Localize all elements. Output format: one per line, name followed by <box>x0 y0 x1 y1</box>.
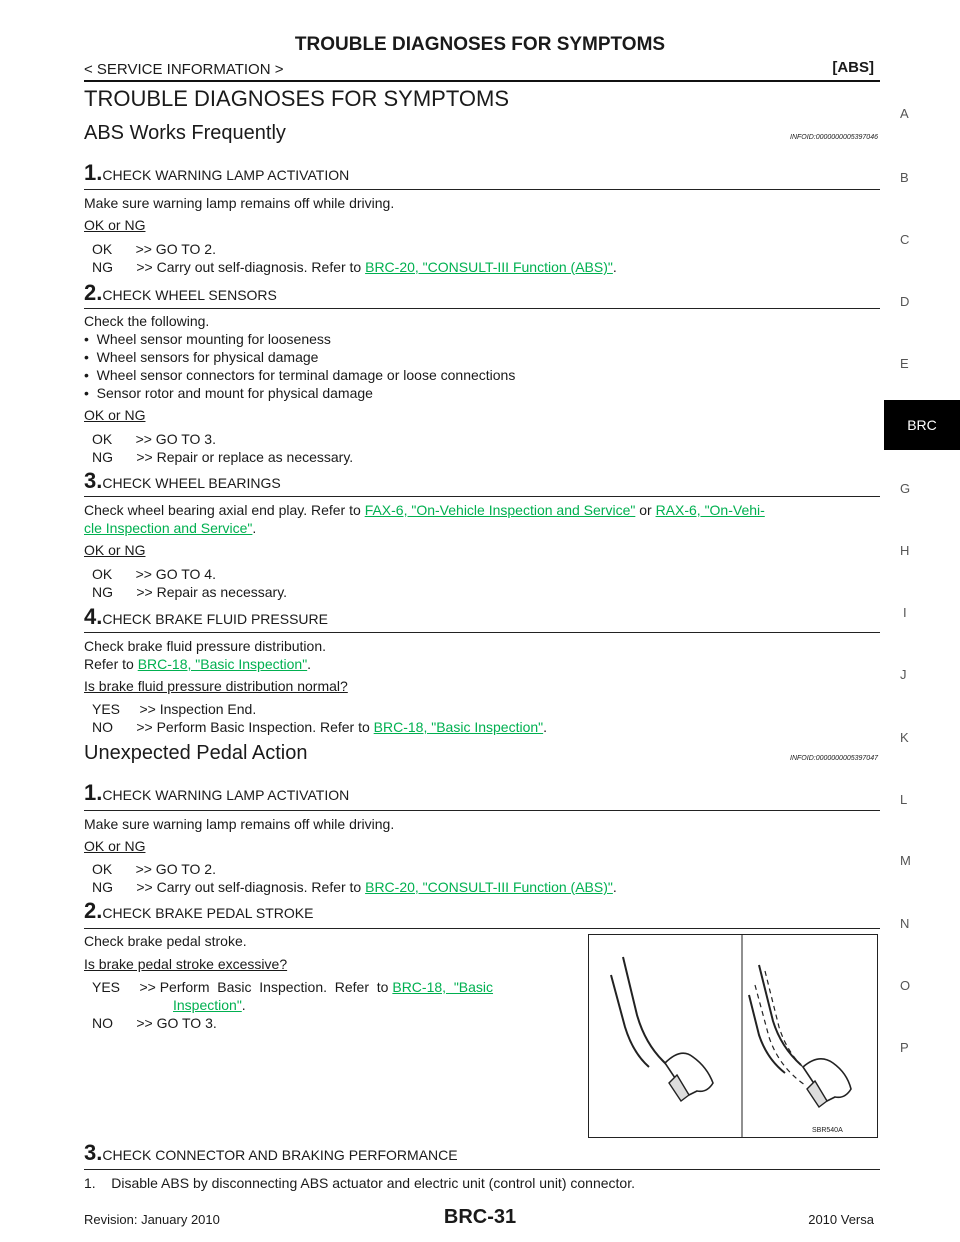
step-text: Check the following. <box>84 313 210 329</box>
step-text: Refer to BRC-18, "Basic Inspection". <box>84 656 312 672</box>
pedal-stroke-figure <box>588 934 878 1138</box>
index-letter[interactable]: A <box>900 106 909 121</box>
step-heading: 3.CHECK WHEEL BEARINGS <box>84 468 281 493</box>
reference-link[interactable]: BRC-18, "Basic Inspection" <box>137 656 308 672</box>
section-label: < SERVICE INFORMATION > <box>84 61 284 78</box>
index-letter[interactable]: L <box>900 792 908 807</box>
step-heading: 3.CHECK CONNECTOR AND BRAKING PERFORMANCE <box>84 1140 458 1165</box>
index-letter[interactable]: G <box>900 481 911 496</box>
header-rule <box>84 80 880 82</box>
index-letter[interactable]: D <box>900 294 910 309</box>
index-letter[interactable]: K <box>900 730 909 745</box>
figure-code: SBR540A <box>812 1127 843 1134</box>
index-letter[interactable]: J <box>900 667 907 682</box>
step-question: Is brake pedal stroke excessive? <box>84 956 288 972</box>
step-heading: 1.CHECK WARNING LAMP ACTIVATION <box>84 160 350 185</box>
index-tab-brc[interactable]: BRC <box>884 400 960 450</box>
document-title: TROUBLE DIAGNOSES FOR SYMPTOMS <box>294 34 666 55</box>
ok-result: OK >> GO TO 4. <box>92 566 216 582</box>
step-question: OK or NG <box>84 407 146 423</box>
step-heading: 2.CHECK BRAKE PEDAL STROKE <box>84 898 314 923</box>
reference-link[interactable]: BRC-20, "CONSULT-III Function (ABS)" <box>365 879 613 895</box>
subsection-title: Unexpected Pedal Action <box>84 742 308 764</box>
index-letter[interactable]: N <box>900 916 910 931</box>
step-heading: 4.CHECK BRAKE FLUID PRESSURE <box>84 604 328 629</box>
ng-result: NG >> Carry out self-diagnosis. Refer to BRC-20, "CONSULT-III Function (ABS)". <box>92 259 617 275</box>
reference-link[interactable]: RAX-6, "On-Vehi- <box>655 502 765 518</box>
reference-link[interactable]: BRC-18, "Basic <box>392 979 494 995</box>
info-id: INFOID:0000000005397047 <box>790 755 878 762</box>
step-text: Make sure warning lamp remains off while driving. <box>84 195 395 211</box>
reference-link[interactable]: BRC-20, "CONSULT-III Function (ABS)" <box>365 259 613 275</box>
reference-link[interactable]: FAX-6, "On-Vehicle Inspection and Service" <box>364 502 636 518</box>
index-letter[interactable]: H <box>900 543 910 558</box>
step-rule <box>84 189 880 190</box>
step-rule <box>84 928 880 929</box>
step-question: OK or NG <box>84 217 146 233</box>
bullet-item: • Wheel sensor mounting for looseness <box>84 331 331 347</box>
no-result: NO >> GO TO 3. <box>92 1015 217 1031</box>
ng-result: NG >> Repair as necessary. <box>92 584 288 600</box>
index-letter[interactable]: O <box>900 978 911 993</box>
yes-result-cont: Inspection". <box>173 997 246 1013</box>
abs-tag: [ABS] <box>832 59 874 76</box>
index-letter[interactable]: M <box>900 853 911 868</box>
index-letter[interactable]: E <box>900 356 909 371</box>
footer-revision: Revision: January 2010 <box>84 1212 220 1227</box>
yes-result: YES >> Inspection End. <box>92 701 257 717</box>
index-letter[interactable]: C <box>900 232 910 247</box>
step-text: Check brake fluid pressure distribution. <box>84 638 327 654</box>
page-number: BRC-31 <box>443 1206 517 1228</box>
ng-result: NG >> Repair or replace as necessary. <box>92 449 354 465</box>
ng-result: NG >> Carry out self-diagnosis. Refer to BRC-20, "CONSULT-III Function (ABS)". <box>92 879 617 895</box>
index-letter[interactable]: B <box>900 170 909 185</box>
step-question: OK or NG <box>84 838 146 854</box>
index-letter[interactable]: P <box>900 1040 909 1055</box>
step-text: cle Inspection and Service". <box>84 520 257 536</box>
subsection-title: ABS Works Frequently <box>84 122 286 144</box>
yes-result: YES >> Perform Basic Inspection. Refer to BRC-18, "Basic <box>92 979 494 995</box>
info-id: INFOID:0000000005397046 <box>790 134 878 141</box>
step-text: Check wheel bearing axial end play. Refer to FAX-6, "On-Vehicle Inspection and Service" or RAX-6, "On-Vehi- <box>84 502 765 518</box>
step-heading: 2.CHECK WHEEL SENSORS <box>84 280 277 305</box>
reference-link[interactable]: Inspection" <box>173 997 242 1013</box>
step-heading: 1.CHECK WARNING LAMP ACTIVATION <box>84 780 350 805</box>
step-text: Check brake pedal stroke. <box>84 933 247 949</box>
bullet-item: • Wheel sensor connectors for terminal damage or loose connections <box>84 367 516 383</box>
footer-model: 2010 Versa <box>808 1212 874 1227</box>
step-question: Is brake fluid pressure distribution normal? <box>84 678 348 694</box>
index-letter[interactable]: I <box>903 605 907 620</box>
step-rule <box>84 632 880 633</box>
step-rule <box>84 1169 880 1170</box>
brake-pedal-illustration <box>589 935 877 1137</box>
reference-link[interactable]: cle Inspection and Service" <box>84 520 253 536</box>
ok-result: OK >> GO TO 3. <box>92 431 216 447</box>
ok-result: OK >> GO TO 2. <box>92 241 216 257</box>
step-item: 1. Disable ABS by disconnecting ABS actuator and electric unit (control unit) connector. <box>84 1175 635 1191</box>
bullet-item: • Wheel sensors for physical damage <box>84 349 319 365</box>
page-heading: TROUBLE DIAGNOSES FOR SYMPTOMS <box>84 86 509 111</box>
step-rule <box>84 496 880 497</box>
no-result: NO >> Perform Basic Inspection. Refer to BRC-18, "Basic Inspection". <box>92 719 548 735</box>
bullet-item: • Sensor rotor and mount for physical damage <box>84 385 373 401</box>
step-rule <box>84 308 880 309</box>
step-question: OK or NG <box>84 542 146 558</box>
step-rule <box>84 810 880 811</box>
step-text: Make sure warning lamp remains off while driving. <box>84 816 395 832</box>
reference-link[interactable]: BRC-18, "Basic Inspection" <box>373 719 544 735</box>
ok-result: OK >> GO TO 2. <box>92 861 216 877</box>
